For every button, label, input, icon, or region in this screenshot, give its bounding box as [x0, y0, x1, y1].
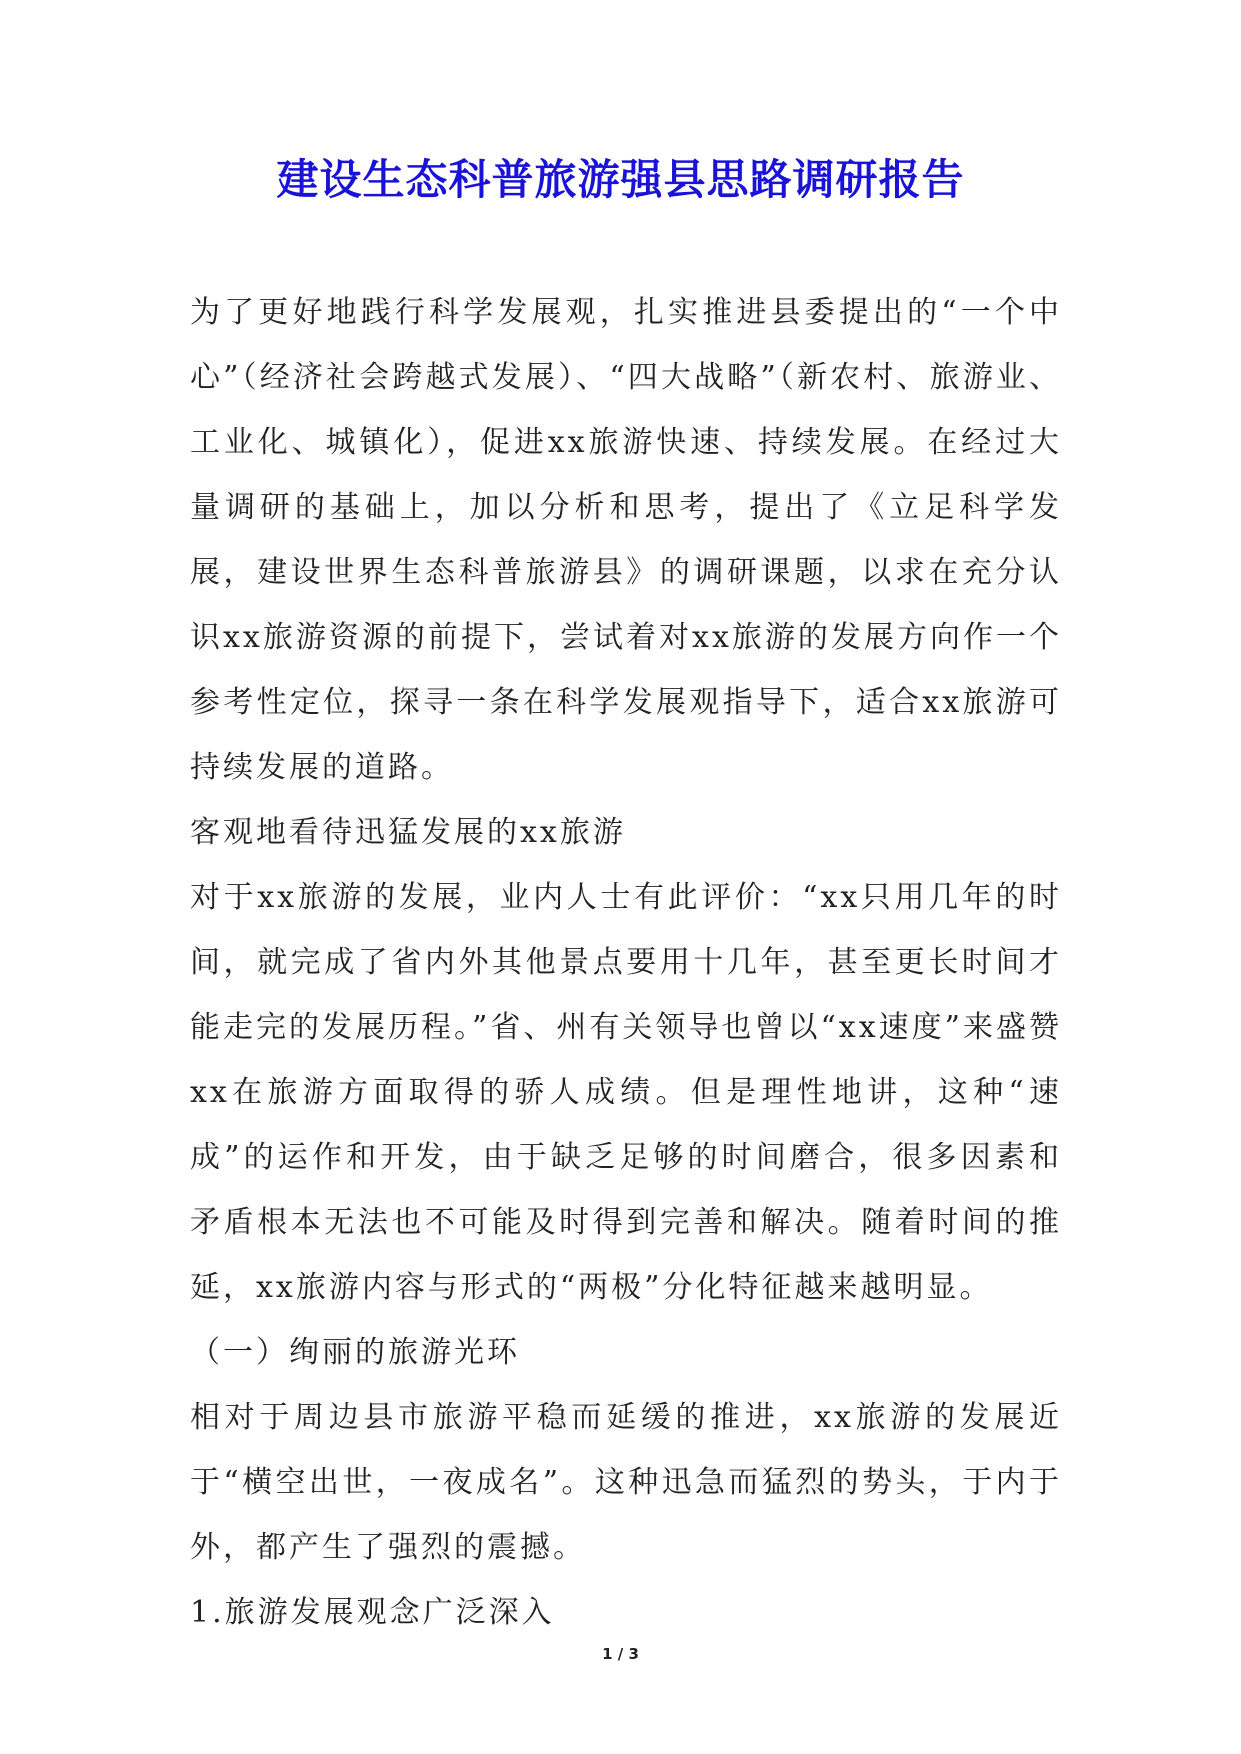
document-body: [190, 280, 1062, 1645]
subsection-heading: （一）绚丽的旅游光环: [190, 1335, 520, 1370]
section-heading: 客观地看待迅猛发展的xx旅游: [190, 815, 626, 850]
intro-paragraph: 为了更好地践行科学发展观，扎实推进县委提出的“一个中心”（经济社会跨越式发展）、“四大战略”（新农村、旅游业、工业化、城镇化），促进xx旅游快速、持续发展。在经过大量调研的基础上，加以分析和思考，提出了《立足科学发展，建设世界生态科普旅游县》的调研课题，以求在充分认识xx旅游资源的前提下，尝试着对xx旅游的发展方向作一个参考性定位，探寻一条在科学发展观指导下，适合xx旅游可持续发展的道路。: [190, 295, 1062, 785]
numbered-heading: 1.旅游发展观念广泛深入: [190, 1595, 555, 1630]
evaluation-paragraph: 对于xx旅游的发展，业内人士有此评价：“xx只用几年的时间，就完成了省内外其他景点要用十几年，甚至更长时间才能走完的发展历程。”省、州有关领导也曾以“xx速度”来盛赞xx在旅游方面取得的骄人成绩。但是理性地讲，这种“速成”的运作和开发，由于缺乏足够的时间磨合，很多因素和矛盾根本无法也不可能及时得到完善和解决。随着时间的推延，xx旅游内容与形式的“两极”分化特征越来越明显。: [190, 880, 1062, 1305]
document-title: 建设生态科普旅游强县思路调研报告: [276, 155, 965, 204]
halo-paragraph: 相对于周边县市旅游平稳而延缓的推进，xx旅游的发展近于“横空出世，一夜成名”。这种迅急而猛烈的势头，于内于外，都产生了强烈的震撼。: [190, 1400, 1062, 1565]
page-number: 1 / 3: [602, 1645, 639, 1663]
